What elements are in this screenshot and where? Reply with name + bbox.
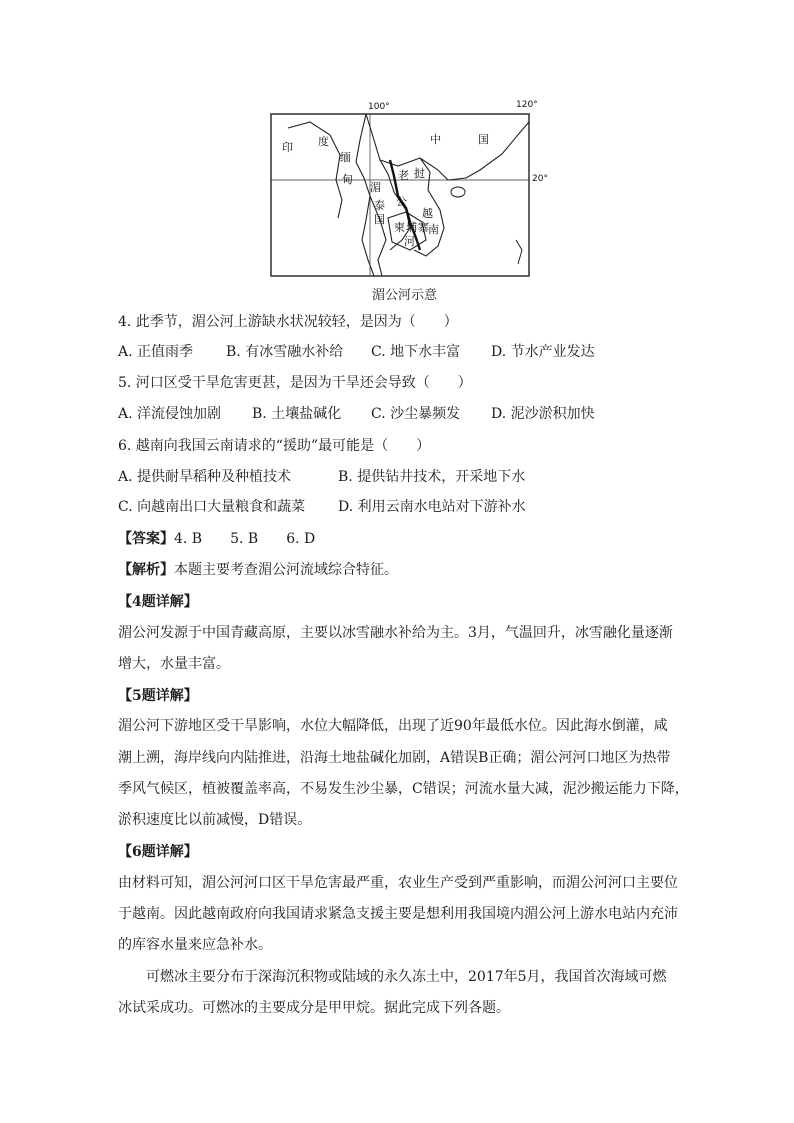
- longitude-100-label: 100°: [368, 102, 390, 112]
- detail-5-line: 潮上溯，海岸线向内陆推进，沿海土地盐碱化加剧，A错误B正确；湄公河河口地区为热带: [118, 750, 671, 766]
- detail-4-line: 增大，水量丰富。: [118, 656, 230, 672]
- map-label-nan: 南: [428, 223, 439, 236]
- map-label-dian: 甸: [342, 173, 353, 186]
- material-line: 冰试采成功。可燃冰的主要成分是甲甲烷。据此完成下列各题。: [118, 1000, 510, 1016]
- detail-5-line: 湄公河下游地区受干旱影响，水位大幅降低，出现了近90年最低水位。因此海水倒灌，咸: [118, 718, 668, 734]
- q5-option-b: B. 土壤盐碱化: [252, 406, 342, 422]
- map-label-lao: 老: [398, 169, 409, 182]
- map-label-zhong: 中: [430, 133, 441, 146]
- map-label-tai: 泰: [374, 199, 385, 212]
- map-label-pu: 埔: [406, 221, 417, 234]
- detail-4-header: 【4题详解】: [118, 594, 198, 610]
- map-label-guo2: 国: [374, 213, 385, 226]
- q5-option-d: D. 泥沙淤积加快: [491, 406, 595, 422]
- q6-option-a: A. 提供耐旱稻种及种植技术: [118, 469, 292, 485]
- q6-option-b: B. 提供钻井技术，开采地下水: [338, 469, 526, 485]
- q4-option-b: B. 有冰雪融水补给: [226, 344, 344, 360]
- q5-option-c: C. 沙尘暴频发: [371, 406, 461, 422]
- map-label-guo: 国: [478, 133, 489, 146]
- detail-5-line: 淤积速度比以前减慢，D错误。: [118, 812, 312, 828]
- question-5: 5. 河口区受干旱危害更甚，是因为干旱还会导致（ ）: [118, 375, 472, 391]
- detail-5-header: 【5题详解】: [118, 688, 198, 704]
- analysis-label: 【解析】: [118, 562, 174, 578]
- material-line: 可燃冰主要分布于深海沉积物或陆域的永久冻土中，2017年5月，我国首次海域可燃: [118, 969, 667, 985]
- answer-text: 4. B 5. B 6. D: [174, 531, 316, 547]
- map-label-zhai: 寨: [418, 221, 429, 234]
- map-label-he: 河: [404, 235, 415, 248]
- q4-option-c: C. 地下水丰富: [371, 344, 461, 360]
- detail-4-line: 湄公河发源于中国青藏高原，主要以冰雪融水补给为主。3月，气温回升，冰雪融化量逐渐: [118, 625, 673, 641]
- q5-option-a: A. 洋流侵蚀加剧: [118, 406, 222, 422]
- q6-option-d: D. 利用云南水电站对下游补水: [338, 499, 526, 515]
- latitude-20-label: 20°: [532, 174, 548, 184]
- q4-option-d: D. 节水产业发达: [491, 344, 595, 360]
- analysis-text: 本题主要考查湄公河流域综合特征。: [174, 562, 398, 578]
- map-label-mian: 缅: [340, 151, 351, 164]
- mekong-map-figure: [270, 100, 548, 280]
- answer-line: [118, 529, 315, 549]
- question-6: 6. 越南向我国云南请求的“援助”最可能是（ ）: [118, 438, 431, 454]
- map-label-du: 度: [318, 135, 329, 148]
- map-label-yin: 印: [282, 141, 293, 154]
- mekong-map-drawing: [270, 100, 532, 280]
- map-label-gong: 公: [396, 195, 407, 208]
- detail-6-line: 的库容水量来应急补水。: [118, 937, 272, 953]
- map-label-yue: 越: [422, 207, 433, 220]
- question-4: 4. 此季节，湄公河上游缺水状况较轻，是因为（ ）: [118, 314, 458, 330]
- map-caption: 湄公河示意: [372, 288, 438, 303]
- map-label-wo: 挝: [414, 167, 425, 180]
- detail-5-line: 季风气候区，植被覆盖率高，不易发生沙尘暴，C错误；河流水量大减，泥沙搬运能力下降，: [118, 781, 689, 797]
- detail-6-header: 【6题详解】: [118, 844, 198, 860]
- detail-6-line: 于越南。因此越南政府向我国请求紧急支援主要是想利用我国境内湄公河上游水电站内充沛: [118, 906, 678, 922]
- q6-option-c: C. 向越南出口大量粮食和蔬菜: [118, 499, 306, 515]
- analysis-line: [118, 560, 398, 580]
- answer-label: 【答案】: [118, 531, 174, 547]
- q4-option-a: A. 正值雨季: [118, 344, 194, 360]
- map-label-mei: 湄: [370, 181, 381, 194]
- longitude-120-label: 120°: [516, 100, 538, 110]
- detail-6-line: 由材料可知，湄公河河口区干旱危害最严重，农业生产受到严重影响，而湄公河河口主要位: [118, 875, 678, 891]
- map-label-jian: 柬: [394, 221, 405, 234]
